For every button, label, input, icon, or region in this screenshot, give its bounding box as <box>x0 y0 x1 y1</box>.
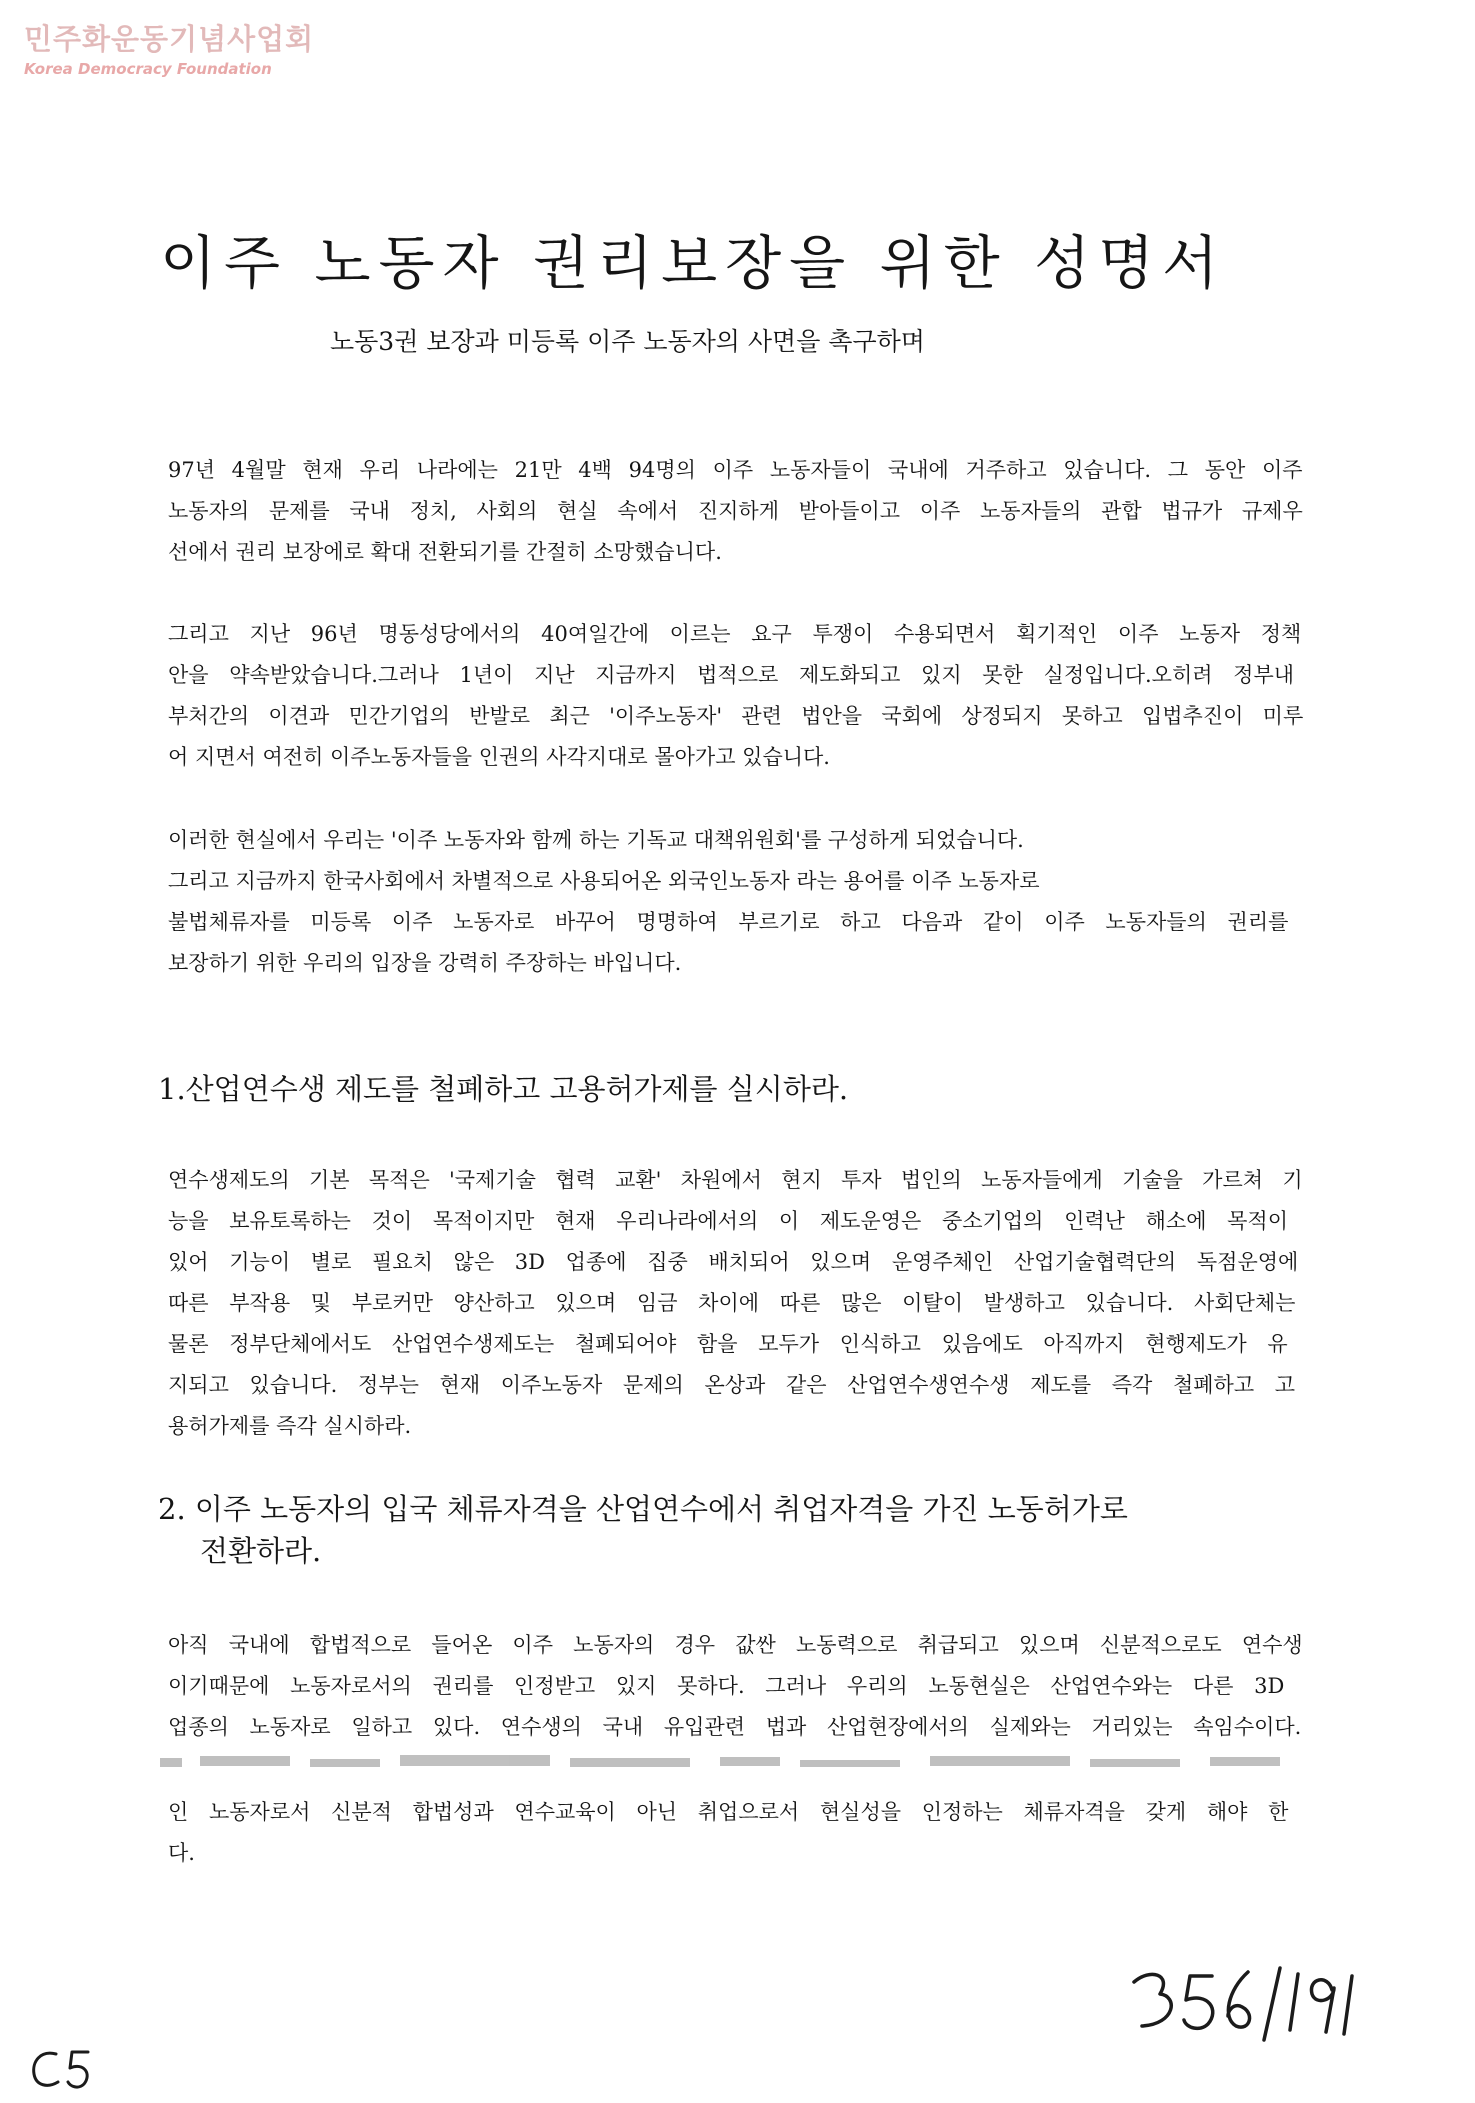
faded-glyph <box>570 1758 690 1767</box>
faded-glyph <box>310 1759 380 1767</box>
section-2-heading <box>158 1488 1128 1572</box>
paragraph-line: 다. <box>168 1841 195 1865</box>
paragraph-line: 능을 보유토록하는 것이 목적이지만 현재 우리나라에서의 이 제도운영은 중소기업의 인력난 해소에 목적이 <box>168 1209 1289 1233</box>
section-2-heading-line-1: 2. 이주 노동자의 입국 체류자격을 산업연수에서 취업자격을 가진 노동허가로 <box>158 1492 1128 1526</box>
faded-glyph <box>930 1756 1070 1766</box>
handwritten-digit-5 <box>68 2052 88 2087</box>
faded-glyph <box>400 1755 550 1766</box>
faded-glyph <box>200 1756 290 1766</box>
section-2-body-continued <box>168 1792 1303 1874</box>
section-1-body <box>168 1160 1303 1447</box>
paragraph-line: 연수생제도의 기본 목적은 '국제기술 협력 교환' 차원에서 현지 투자 법인의 노동자들에게 기술을 가르쳐 기 <box>168 1168 1303 1192</box>
paragraph-line: 용허가제를 즉각 실시하라. <box>168 1414 412 1438</box>
intro-paragraph-2 <box>168 614 1303 778</box>
paragraph-line: 그리고 지금까지 한국사회에서 차별적으로 사용되어온 외국인노동자 라는 용어를 이주 노동자로 <box>168 869 1040 893</box>
paragraph-line: 업종의 노동자로 일하고 있다. 연수생의 국내 유입관련 법과 산업현장에서의 실제와는 거리있는 속임수이다. <box>168 1715 1302 1739</box>
handwritten-digit-5 <box>1184 1976 1213 2028</box>
faded-glyph <box>720 1757 780 1766</box>
handwritten-digit-1-second <box>1344 1976 1352 2034</box>
intro-paragraph-3 <box>168 820 1303 984</box>
watermark-english: Korea Democracy Foundation <box>24 60 272 78</box>
intro-paragraph-1 <box>168 450 1303 573</box>
handwritten-digit-1 <box>1290 1974 1298 2030</box>
watermark-korean: 민주화운동기념사업회 <box>24 22 315 56</box>
paragraph-line: 이기때문에 노동자로서의 권리를 인정받고 있지 못하다. 그러나 우리의 노동현실은 산업연수와는 다른 3D <box>168 1674 1285 1698</box>
handwritten-digit-9 <box>1311 1980 1334 2032</box>
handwritten-corner-mark <box>28 2046 98 2096</box>
faded-glyph <box>1210 1757 1280 1766</box>
paragraph-line: 노동자의 문제를 국내 정치, 사회의 현실 속에서 진지하게 받아들이고 이주 노동자들의 관합 법규가 규제우 <box>168 499 1303 523</box>
paragraph-line: 보장하기 위한 우리의 입장을 강력히 주장하는 바입니다. <box>168 951 682 975</box>
paragraph-line: 97년 4월말 현재 우리 나라에는 21만 4백 94명의 이주 노동자들이 국내에 거주하고 있습니다. 그 동안 이주 <box>168 458 1303 482</box>
statement-subtitle: 노동3권 보장과 미등록 이주 노동자의 사면을 촉구하며 <box>330 327 925 356</box>
paragraph-line: 부처간의 이견과 민간기업의 반발로 최근 '이주노동자' 관련 법안을 국회에 상정되지 못하고 입법추진이 미루 <box>168 704 1303 728</box>
paragraph-line: 지되고 있습니다. 정부는 현재 이주노동자 문제의 온상과 같은 산업연수생연수생 제도를 즉각 철폐하고 고 <box>168 1373 1296 1397</box>
paragraph-line: 선에서 권리 보장에로 확대 전환되기를 간절히 소망했습니다. <box>168 540 722 564</box>
faded-glyph <box>1090 1759 1180 1767</box>
paragraph-line: 있어 기능이 별로 필요치 않은 3D 업종에 집중 배치되어 있으며 운영주체인 산업기술협력단의 독점운영에 <box>168 1250 1299 1274</box>
faded-glyph <box>160 1758 182 1767</box>
section-2-heading-line-2: 전환하라. <box>200 1534 322 1568</box>
handwritten-digit-3 <box>1134 1974 1171 2026</box>
paragraph-line: 안을 약속받았습니다.그러나 1년이 지난 지금까지 법적으로 제도화되고 있지 못한 실정입니다.오히려 정부내 <box>168 663 1295 687</box>
faded-illegible-line <box>160 1750 1300 1774</box>
watermark <box>24 22 314 78</box>
paragraph-line: 물론 정부단체에서도 산업연수생제도는 철폐되어야 함을 모두가 인식하고 있음에도 아직까지 현행제도가 유 <box>168 1332 1288 1356</box>
handwritten-digit-6 <box>1228 1972 1250 2027</box>
paragraph-line: 따른 부작용 및 부로커만 양산하고 있으며 임금 차이에 따른 많은 이탈이 발생하고 있습니다. 사회단체는 <box>168 1291 1296 1315</box>
handwritten-slash <box>1264 1968 1280 2040</box>
paragraph-line: 어 지면서 여전히 이주노동자들을 인권의 사각지대로 몰아가고 있습니다. <box>168 745 830 769</box>
paragraph-line: 아직 국내에 합법적으로 들어온 이주 노동자의 경우 값싼 노동력으로 취급되고 있으며 신분적으로도 연수생 <box>168 1633 1303 1657</box>
paragraph-line: 불법체류자를 미등록 이주 노동자로 바꾸어 명명하여 부르기로 하고 다음과 같이 이주 노동자들의 권리를 <box>168 910 1289 934</box>
paragraph-line: 이러한 현실에서 우리는 '이주 노동자와 함께 하는 기독교 대책위원회'를 구성하게 되었습니다. <box>168 828 1024 852</box>
handwritten-letter-c <box>34 2053 58 2085</box>
section-2-body <box>168 1625 1303 1748</box>
section-1-heading: 1.산업연수생 제도를 철폐하고 고용허가제를 실시하라. <box>158 1072 849 1106</box>
paragraph-line: 그리고 지난 96년 명동성당에서의 40여일간에 이르는 요구 투쟁이 수용되면서 획기적인 이주 노동자 정책 <box>168 622 1302 646</box>
faded-glyph <box>800 1760 900 1767</box>
paragraph-line: 인 노동자로서 신분적 합법성과 연수교육이 아닌 취업으로서 현실성을 인정하는 체류자격을 갖게 해야 한 <box>168 1800 1289 1824</box>
statement-title: 이주 노동자 권리보장을 위한 성명서 <box>160 229 1227 297</box>
handwritten-page-number <box>1120 1960 1360 2050</box>
